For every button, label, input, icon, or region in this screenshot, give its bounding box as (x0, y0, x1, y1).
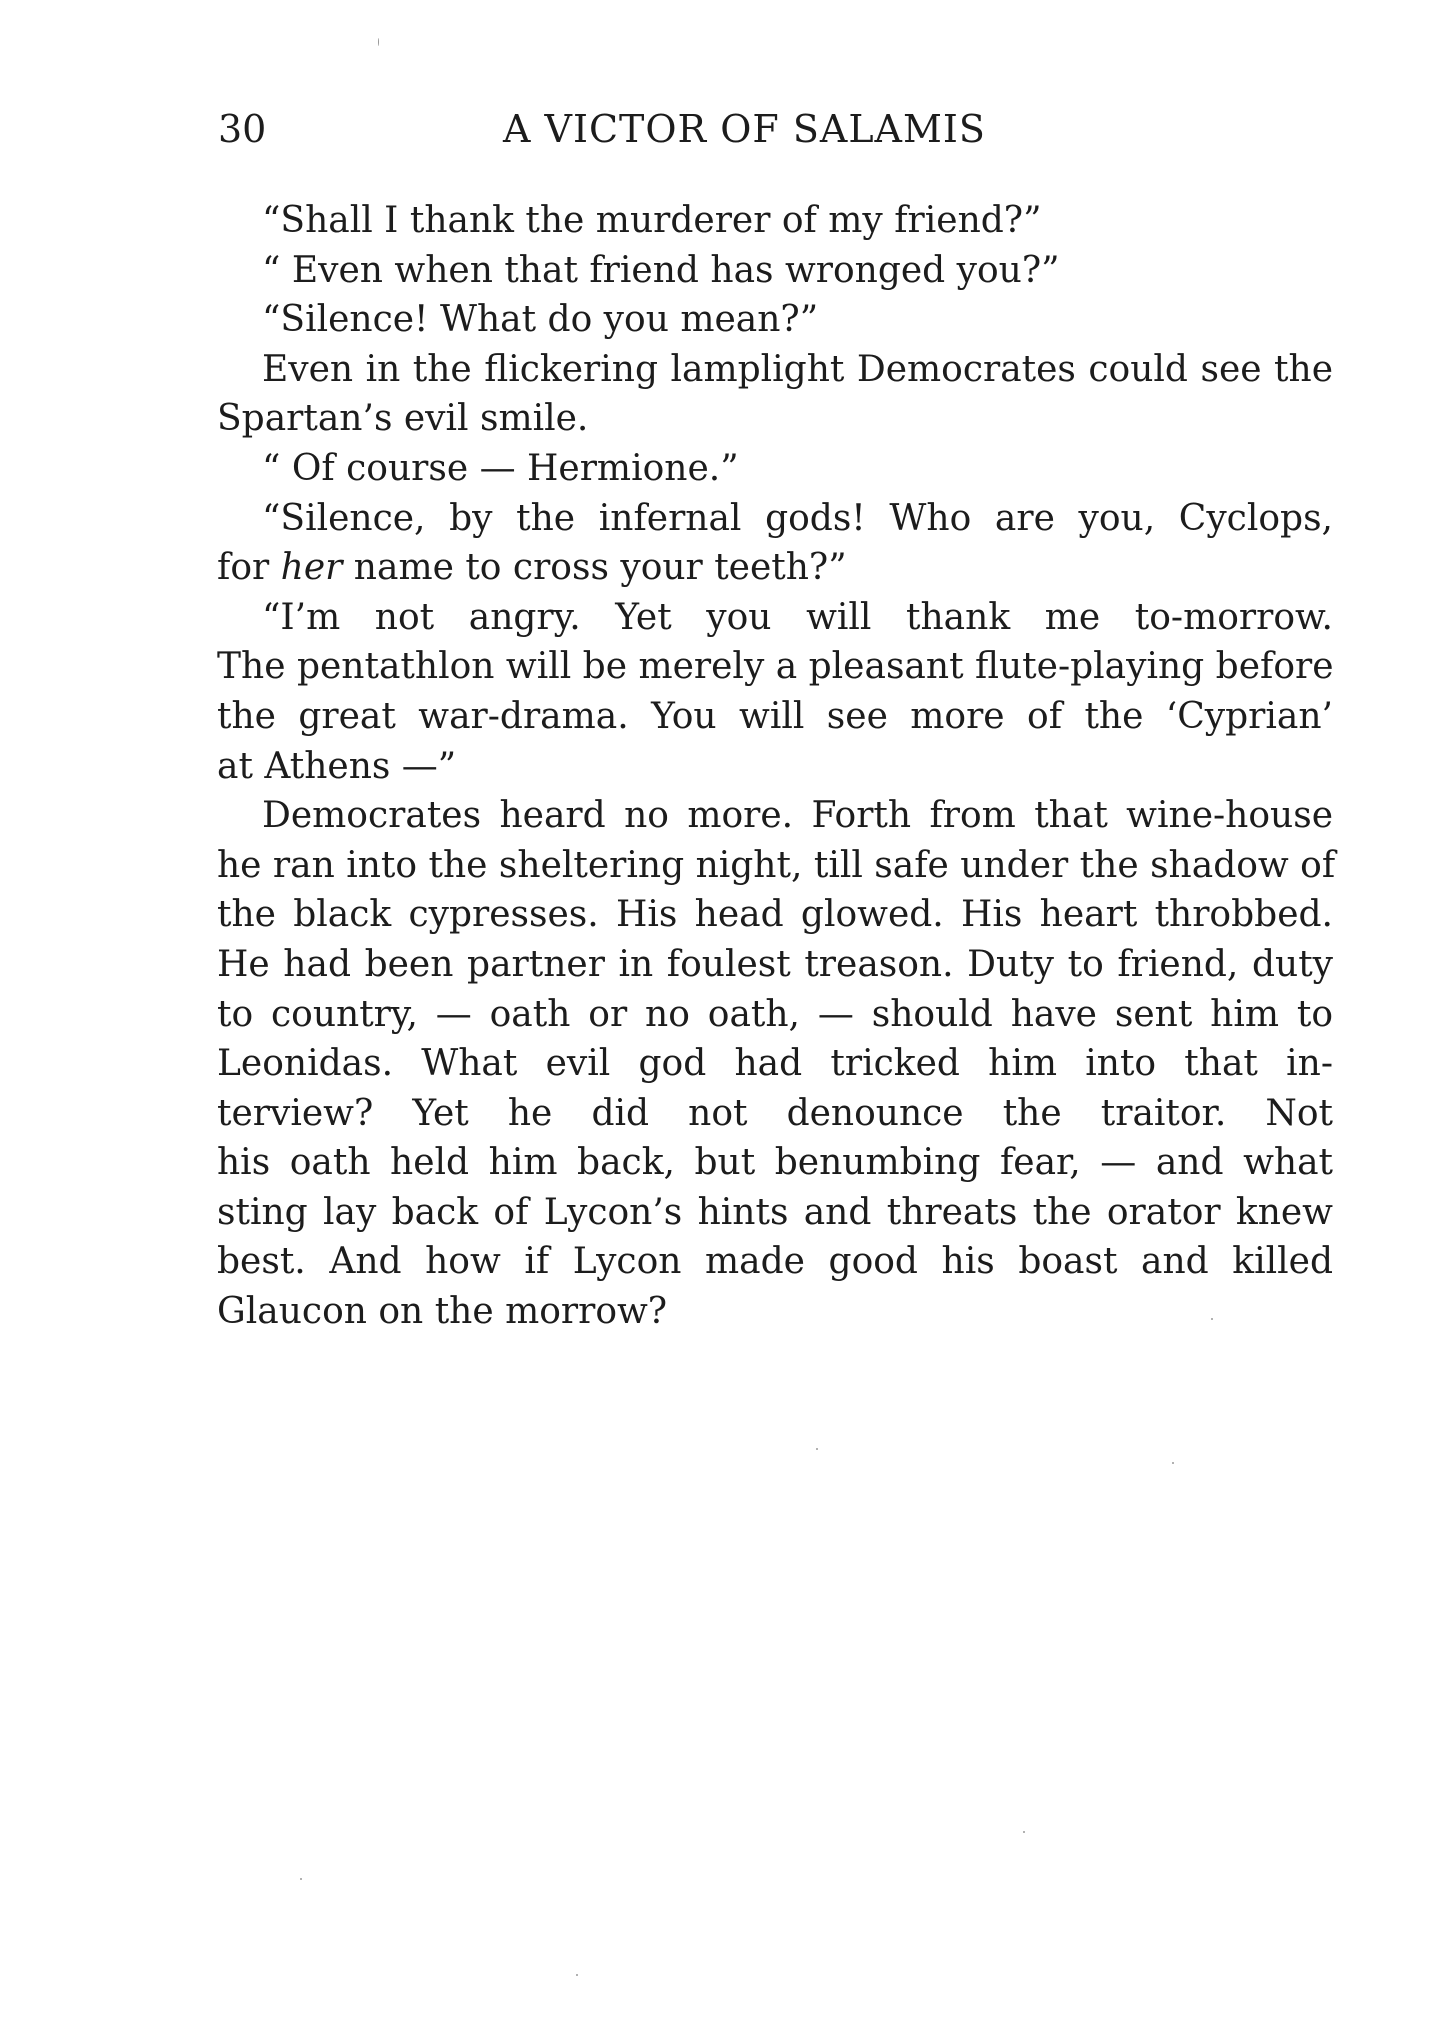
text-line: He had been partner in foulest treason. Duty to friend, duty (217, 943, 1333, 985)
text-line: Democrates heard no more. Forth from that wine-house (262, 795, 1333, 837)
text-line: “I’m not angry. Yet you will thank me to-morrow. (262, 596, 1333, 638)
text-line: the black cypresses. His head glowed. His heart throbbed. (217, 894, 1333, 936)
text-line: he ran into the sheltering night, till safe under the shadow of (217, 844, 1336, 886)
italic-word: her (280, 547, 343, 589)
text-line: “Shall I thank the murderer of my friend?” (262, 200, 1042, 241)
text-line: his oath held him back, but benumbing fear, — and what (217, 1142, 1333, 1184)
paper-speck (378, 38, 379, 46)
text-line: the great war-drama. You will see more of the ‘Cyprian’ (217, 695, 1333, 737)
running-header (0, 104, 1450, 154)
text-fragment: for (217, 547, 281, 589)
text-line: Spartan’s evil smile. (217, 398, 589, 440)
text-line: Even in the flickering lamplight Democrates could see the (262, 348, 1333, 390)
text-line: best. And how if Lycon made good his boast and killed (217, 1241, 1333, 1283)
body-text (217, 196, 1336, 1337)
running-title: A VICTOR OF SALAMIS (503, 107, 986, 151)
paper-speck (816, 1448, 818, 1450)
text-line: “Silence! What do you mean?” (262, 299, 819, 341)
paper-speck (1023, 1831, 1025, 1833)
text-line: at Athens —” (217, 745, 457, 787)
text-line: “ Even when that friend has wronged you?” (262, 249, 1060, 291)
page-number: 30 (218, 107, 267, 151)
text-line: “ Of course — Hermione.” (262, 447, 739, 489)
text-fragment: name to cross your teeth?” (342, 547, 847, 589)
paper-speck (300, 1878, 302, 1880)
text-line: The pentathlon will be merely a pleasant flute-playing before (217, 646, 1334, 688)
paper-speck (1172, 1462, 1174, 1464)
text-line: Glaucon on the morrow? (217, 1291, 668, 1333)
text-line: terview? Yet he did not denounce the traitor. Not (217, 1092, 1333, 1134)
text-line (217, 543, 1333, 593)
text-line: sting lay back of Lycon’s hints and threats the orator knew (217, 1191, 1333, 1233)
text-line: “Silence, by the infernal gods! Who are you, Cyclops, (262, 497, 1333, 539)
text-line: Leonidas. What evil god had tricked him into that in- (217, 1043, 1333, 1085)
text-line: to country, — oath or no oath, — should have sent him to (217, 993, 1333, 1035)
paper-speck (1211, 1318, 1213, 1320)
paper-speck (576, 1974, 578, 1976)
